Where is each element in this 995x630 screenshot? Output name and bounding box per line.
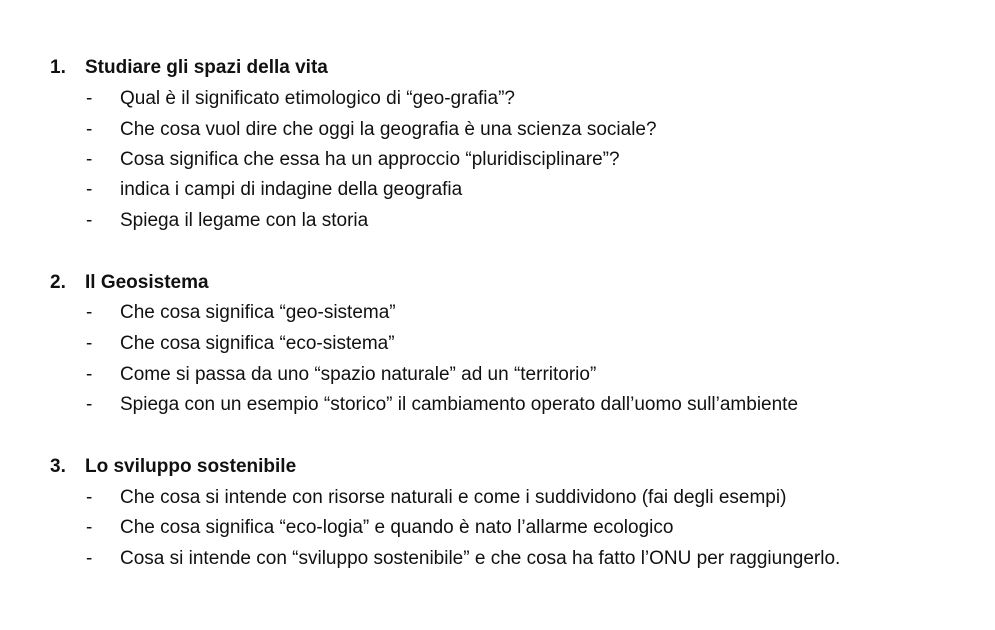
bullet-dash: - [86, 302, 93, 323]
section-heading [50, 452, 296, 482]
bullet-dash: - [86, 517, 93, 538]
list-item-text: Cosa significa che essa ha un approccio “pluridisciplinare”? [120, 149, 620, 170]
section-title: Il Geosistema [85, 272, 209, 293]
bullet-dash: - [86, 548, 93, 569]
bullet-dash: - [86, 88, 93, 109]
section-title: Studiare gli spazi della vita [85, 57, 328, 78]
list-item-text: Cosa si intende con “sviluppo sostenibile” e che cosa ha fatto l’ONU per raggiungerlo. [120, 548, 841, 569]
section-heading [50, 268, 209, 298]
bullet-dash: - [86, 364, 93, 385]
bullet-dash: - [86, 394, 93, 415]
section-number: 1. [50, 57, 66, 78]
list-item-text: Che cosa significa “eco-sistema” [120, 333, 395, 354]
bullet-dash: - [86, 149, 93, 170]
bullet-dash: - [86, 487, 93, 508]
section-number: 2. [50, 272, 66, 293]
bullet-dash: - [86, 179, 93, 200]
list-item-text: Come si passa da uno “spazio naturale” ad un “territorio” [120, 364, 597, 385]
bullet-dash: - [86, 210, 93, 231]
list-item-text: indica i campi di indagine della geografia [120, 179, 463, 200]
section-title: Lo sviluppo sostenibile [85, 456, 297, 477]
list-item-text: Spiega con un esempio “storico” il cambiamento operato dall’uomo sull’ambiente [120, 394, 799, 415]
section-number: 3. [50, 456, 66, 477]
list-item-text: Che cosa significa “eco-logia” e quando è nato l’allarme ecologico [120, 517, 674, 538]
list-item-text: Che cosa si intende con risorse naturali e come i suddividono (fai degli esempi) [120, 487, 787, 508]
list-item-text: Che cosa vuol dire che oggi la geografia è una scienza sociale? [120, 119, 657, 140]
list-item-text: Che cosa significa “geo-sistema” [120, 302, 396, 323]
bullet-dash: - [86, 119, 93, 140]
bullet-dash: - [86, 333, 93, 354]
list-item-text: Spiega il legame con la storia [120, 210, 369, 231]
list-item-text: Qual è il significato etimologico di “geo-grafia”? [120, 88, 515, 109]
section-heading [50, 53, 328, 83]
